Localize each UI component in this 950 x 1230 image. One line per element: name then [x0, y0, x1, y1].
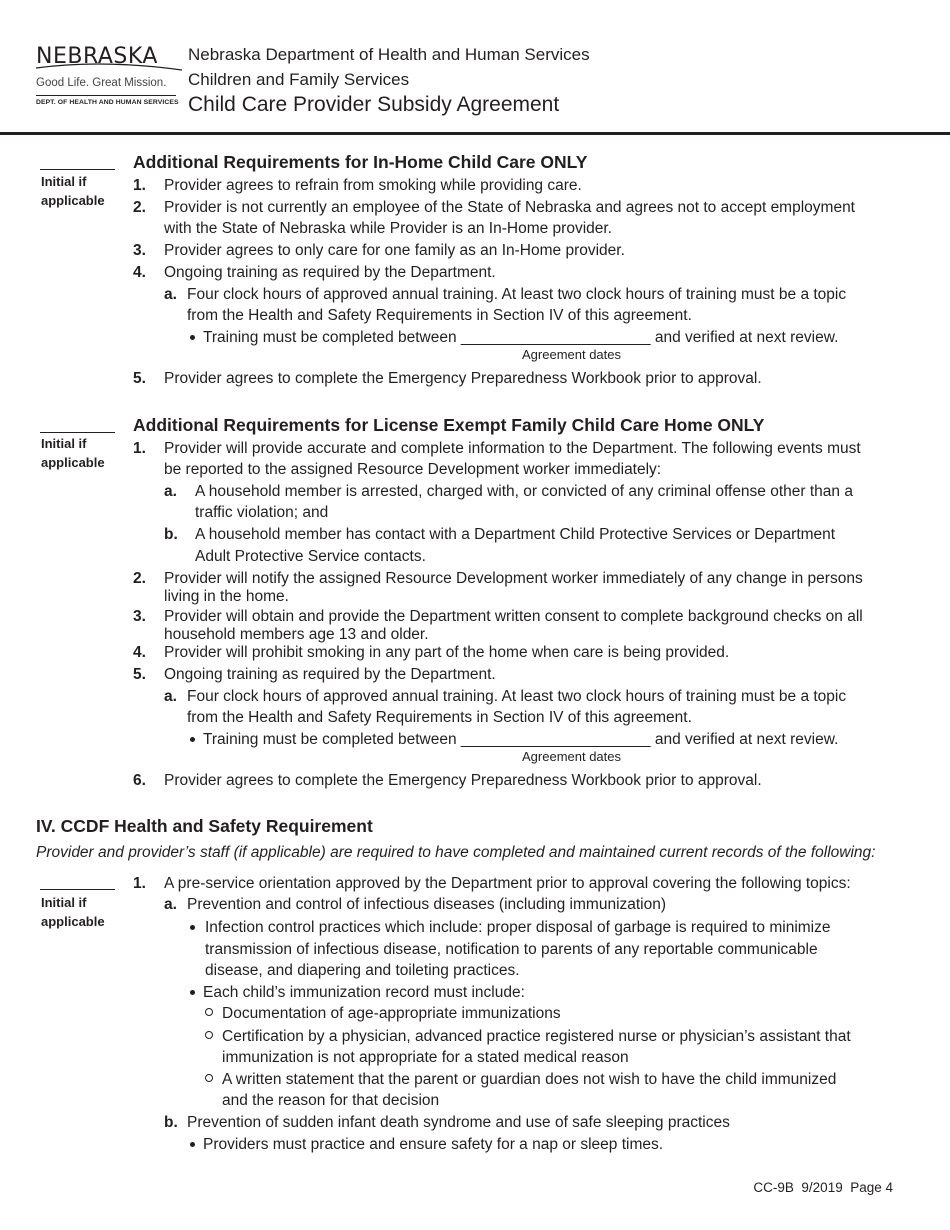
bullet-icon: [190, 1142, 195, 1147]
list-item-text: Provider will obtain and provide the Department written consent to complete background checks on all: [164, 608, 863, 625]
list-number: 4.: [133, 264, 146, 281]
list-item-text-cont: be reported to the assigned Resource Development worker immediately:: [164, 461, 662, 478]
logo-wordmark: NEBRASKA: [36, 44, 158, 69]
section-exempt-title: Additional Requirements for License Exempt Family Child Care Home ONLY: [133, 415, 765, 435]
list-item-text: Provider agrees to complete the Emergency Preparedness Workbook prior to approval.: [164, 370, 762, 387]
sub-item-text: Prevention and control of infectious diseases (including immunization): [187, 896, 667, 913]
initial-label-line1: Initial if: [41, 436, 87, 451]
header-department: Nebraska Department of Health and Human Services: [188, 45, 590, 64]
sub-item-text-cont: traffic violation; and: [195, 504, 329, 521]
list-number: 1.: [133, 875, 146, 892]
list-number: 2.: [133, 199, 146, 216]
sub-item-text-cont: from the Health and Safety Requirements in Section IV of this agreement.: [187, 307, 692, 324]
list-number: 6.: [133, 772, 146, 789]
list-item-text: Ongoing training as required by the Department.: [164, 264, 496, 281]
sub-item-text: Prevention of sudden infant death syndrome and use of safe sleeping practices: [187, 1114, 730, 1131]
bullet-icon: [190, 335, 195, 340]
list-item-text: Provider will prohibit smoking in any part of the home when care is being provided.: [164, 644, 730, 661]
logo-swoosh-icon: [34, 56, 184, 76]
agreement-dates-caption: Agreement dates: [522, 347, 622, 362]
initial-field-exempt[interactable]: [40, 432, 115, 433]
initial-label-line2: applicable: [41, 193, 105, 208]
list-number: 3.: [133, 608, 146, 625]
list-number: 2.: [133, 570, 146, 587]
logo-dept-text: DEPT. OF HEALTH AND HUMAN SERVICES: [36, 99, 179, 106]
training-dates-line: Training must be completed between ______________________ and verified at next review.: [203, 731, 839, 748]
header-division: Children and Family Services: [188, 70, 410, 89]
list-item-text: Ongoing training as required by the Department.: [164, 666, 496, 683]
sub-item-text: Four clock hours of approved annual training. At least two clock hours of training must be a topic: [187, 286, 847, 303]
list-item-text-cont: with the State of Nebraska while Provider is an In-Home provider.: [164, 220, 612, 237]
list-item-text: A pre-service orientation approved by the Department prior to approval covering the following topics:: [164, 875, 851, 892]
initial-field-health[interactable]: [40, 889, 115, 890]
list-number: 1.: [133, 177, 146, 194]
circle-item-text: Certification by a physician, advanced practice registered nurse or physician’s assistant that: [222, 1028, 851, 1045]
list-number: 3.: [133, 242, 146, 259]
sub-item-text: A household member is arrested, charged with, or convicted of any criminal offense other than a: [195, 483, 853, 500]
list-item-text: Provider will notify the assigned Resource Development worker immediately of any change in persons: [164, 570, 863, 587]
list-number: 5.: [133, 666, 146, 683]
list-number: 1.: [133, 440, 146, 457]
initial-label-line2: applicable: [41, 914, 105, 929]
sub-item-text-cont: Adult Protective Service contacts.: [195, 548, 426, 565]
circle-item-text-cont: immunization is not appropriate for a stated medical reason: [222, 1049, 629, 1066]
initial-label-line1: Initial if: [41, 174, 87, 189]
header-titles: [188, 44, 590, 118]
agreement-dates-caption: Agreement dates: [522, 749, 622, 764]
circle-item-text-cont: and the reason for that decision: [222, 1092, 440, 1109]
bullet-text: Each child’s immunization record must include:: [203, 984, 525, 1001]
sub-label: a.: [164, 688, 177, 705]
bullet-text: Infection control practices which include: proper disposal of garbage is required to minimize: [205, 919, 831, 936]
sub-item-text-cont: from the Health and Safety Requirements in Section IV of this agreement.: [187, 709, 692, 726]
circle-item-text: Documentation of age-appropriate immunizations: [222, 1005, 561, 1022]
initial-field-inhome[interactable]: [40, 169, 115, 170]
circle-bullet-icon: [205, 1008, 213, 1016]
bullet-text-cont: transmission of infectious disease, notification to parents of any reportable communicable: [205, 941, 818, 958]
section-iv-intro: Provider and provider’s staff (if applicable) are required to have completed and maintained current records of the following:: [36, 844, 876, 861]
circle-bullet-icon: [205, 1074, 213, 1082]
sub-label: b.: [164, 526, 178, 543]
bullet-text-cont: disease, and diapering and toileting practices.: [205, 962, 520, 979]
sub-label: b.: [164, 1114, 178, 1131]
bullet-icon: [190, 737, 195, 742]
header-rule: [0, 132, 950, 135]
list-item-text-cont: living in the home.: [164, 588, 289, 605]
bullet-icon: [190, 990, 195, 995]
bullet-text: Providers must practice and ensure safety for a nap or sleep times.: [203, 1136, 664, 1153]
circle-bullet-icon: [205, 1031, 213, 1039]
initial-label-line2: applicable: [41, 455, 105, 470]
initial-label-line1: Initial if: [41, 895, 87, 910]
logo-divider: [36, 95, 176, 96]
list-item-text: Provider will provide accurate and complete information to the Department. The following events must: [164, 440, 861, 457]
page-footer: CC-9B 9/2019 Page 4: [753, 1180, 893, 1195]
page-title: Child Care Provider Subsidy Agreement: [188, 93, 560, 116]
bullet-icon: [190, 925, 195, 930]
sub-label: a.: [164, 286, 177, 303]
training-dates-line: Training must be completed between ______________________ and verified at next review.: [203, 329, 839, 346]
sub-label: a.: [164, 483, 177, 500]
list-number: 4.: [133, 644, 146, 661]
circle-item-text: A written statement that the parent or guardian does not wish to have the child immunized: [222, 1071, 837, 1088]
section-inhome-title: Additional Requirements for In-Home Child Care ONLY: [133, 152, 588, 172]
section-iv-title: IV. CCDF Health and Safety Requirement: [36, 816, 373, 836]
list-item-text: Provider agrees to complete the Emergency Preparedness Workbook prior to approval.: [164, 772, 762, 789]
list-item-text-cont: household members age 13 and older.: [164, 626, 429, 643]
list-item-text: Provider agrees to only care for one family as an In-Home provider.: [164, 242, 625, 259]
list-item-text: Provider agrees to refrain from smoking while providing care.: [164, 177, 582, 194]
sub-item-text: Four clock hours of approved annual training. At least two clock hours of training must be a topic: [187, 688, 847, 705]
list-item-text: Provider is not currently an employee of the State of Nebraska and agrees not to accept employment: [164, 199, 855, 216]
logo-tagline: Good Life. Great Mission.: [36, 77, 167, 89]
list-number: 5.: [133, 370, 146, 387]
sub-item-text: A household member has contact with a Department Child Protective Services or Department: [195, 526, 836, 543]
sub-label: a.: [164, 896, 177, 913]
